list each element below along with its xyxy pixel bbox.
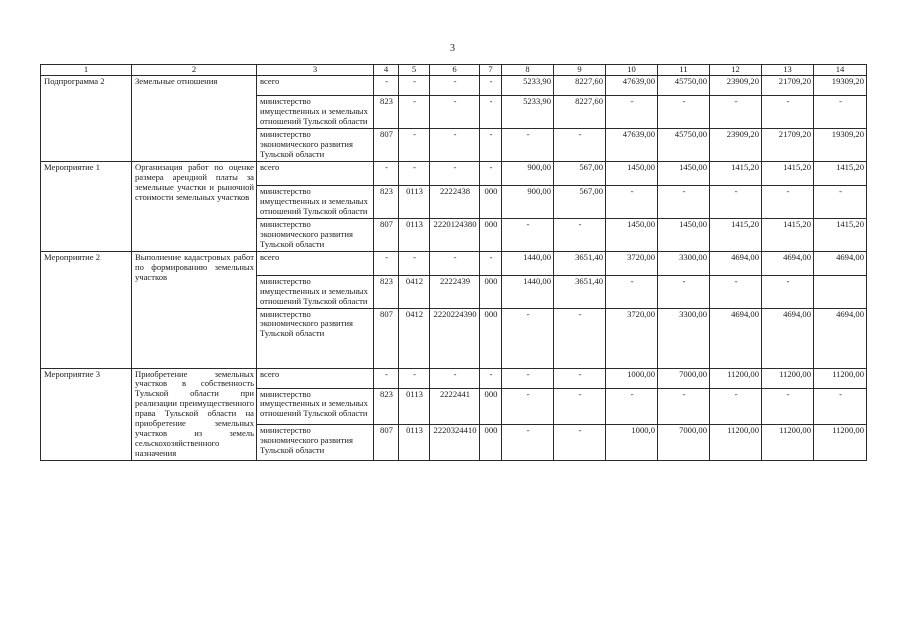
grbs-cell: 823 <box>374 185 399 218</box>
executor-cell: министерство имущественных и земельных отношений Тульской области <box>257 185 374 218</box>
csr-cell: - <box>430 128 480 161</box>
value-cell: 7000,00 <box>658 368 710 388</box>
value-cell: 3300,00 <box>658 251 710 275</box>
value-cell: 3300,00 <box>658 308 710 368</box>
vr-cell: 000 <box>480 308 502 368</box>
value-cell: 47639,00 <box>606 128 658 161</box>
rzpr-cell: - <box>399 75 430 95</box>
value-cell: 19309,20 <box>814 128 867 161</box>
value-cell: 900,00 <box>502 185 554 218</box>
value-cell: 1440,00 <box>502 275 554 308</box>
value-cell: - <box>710 95 762 128</box>
grbs-cell: 823 <box>374 95 399 128</box>
value-cell: 4694,00 <box>710 251 762 275</box>
value-cell: 1450,00 <box>658 161 710 185</box>
value-cell: 23909,20 <box>710 128 762 161</box>
csr-cell: 2220224390 <box>430 308 480 368</box>
value-cell: 1415,20 <box>710 218 762 251</box>
value-cell: 1000,0 <box>606 424 658 460</box>
csr-cell: - <box>430 251 480 275</box>
value-cell: 1450,00 <box>658 218 710 251</box>
value-cell: 7000,00 <box>658 424 710 460</box>
grbs-cell: - <box>374 251 399 275</box>
value-cell: 19309,20 <box>814 75 867 95</box>
value-cell: 900,00 <box>502 161 554 185</box>
column-header: 3 <box>257 65 374 76</box>
value-cell: - <box>814 95 867 128</box>
measure-name: Мероприятие 1 <box>41 161 132 251</box>
value-cell: 4694,00 <box>814 308 867 368</box>
value-cell: 1415,20 <box>762 161 814 185</box>
column-header: 8 <box>502 65 554 76</box>
table-row <box>41 251 867 275</box>
csr-cell: - <box>430 368 480 388</box>
value-cell: - <box>606 185 658 218</box>
value-cell: 567,00 <box>554 185 606 218</box>
program-name: Подпрограмма 2 <box>41 75 132 161</box>
vr-cell: - <box>480 75 502 95</box>
value-cell: - <box>502 218 554 251</box>
value-cell: - <box>502 424 554 460</box>
executor-cell: министерство имущественных и земельных отношений Тульской области <box>257 275 374 308</box>
value-cell: - <box>762 185 814 218</box>
value-cell: 4694,00 <box>762 308 814 368</box>
table-row <box>41 161 867 185</box>
program-description: Земельные отношения <box>132 75 257 161</box>
grbs-cell: - <box>374 161 399 185</box>
executor-cell: министерство экономического развития Тульской области <box>257 308 374 368</box>
measure-name: Мероприятие 2 <box>41 251 132 368</box>
value-cell: 3651,40 <box>554 251 606 275</box>
value-cell: 1415,20 <box>710 161 762 185</box>
column-header: 2 <box>132 65 257 76</box>
executor-cell: всего <box>257 75 374 95</box>
page-number: 3 <box>450 43 455 54</box>
csr-cell: 2222438 <box>430 185 480 218</box>
rzpr-cell: - <box>399 251 430 275</box>
executor-cell: министерство экономического развития Тульской области <box>257 424 374 460</box>
grbs-cell: 807 <box>374 128 399 161</box>
csr-cell: - <box>430 161 480 185</box>
value-cell: 1440,00 <box>502 251 554 275</box>
value-cell: - <box>710 185 762 218</box>
vr-cell: - <box>480 161 502 185</box>
value-cell: - <box>554 424 606 460</box>
vr-cell: 000 <box>480 275 502 308</box>
column-header: 7 <box>480 65 502 76</box>
value-cell: - <box>554 388 606 424</box>
grbs-cell: 807 <box>374 218 399 251</box>
value-cell: 4694,00 <box>762 251 814 275</box>
value-cell: 1415,20 <box>814 218 867 251</box>
value-cell: 1450,00 <box>606 218 658 251</box>
value-cell: 47639,00 <box>606 75 658 95</box>
executor-cell: министерство имущественных и земельных отношений Тульской области <box>257 95 374 128</box>
value-cell: - <box>814 185 867 218</box>
csr-cell: - <box>430 75 480 95</box>
value-cell: 11200,00 <box>710 368 762 388</box>
value-cell: 11200,00 <box>762 368 814 388</box>
column-header: 11 <box>658 65 710 76</box>
value-cell: - <box>710 388 762 424</box>
csr-cell: 2220324410 <box>430 424 480 460</box>
value-cell: 3720,00 <box>606 308 658 368</box>
column-header: 5 <box>399 65 430 76</box>
value-cell: 1450,00 <box>606 161 658 185</box>
rzpr-cell: 0113 <box>399 388 430 424</box>
value-cell: - <box>606 95 658 128</box>
column-number-row <box>41 65 867 76</box>
value-cell: - <box>606 275 658 308</box>
value-cell: 5233,90 <box>502 75 554 95</box>
grbs-cell: 807 <box>374 308 399 368</box>
value-cell: 11200,00 <box>710 424 762 460</box>
vr-cell: 000 <box>480 185 502 218</box>
value-cell: - <box>502 308 554 368</box>
rzpr-cell: - <box>399 95 430 128</box>
value-cell: - <box>606 388 658 424</box>
value-cell: - <box>502 368 554 388</box>
rzpr-cell: 0113 <box>399 218 430 251</box>
table-row <box>41 368 867 388</box>
grbs-cell: - <box>374 368 399 388</box>
value-cell: - <box>710 275 762 308</box>
value-cell: - <box>658 185 710 218</box>
rzpr-cell: - <box>399 128 430 161</box>
value-cell: - <box>658 95 710 128</box>
value-cell: 11200,00 <box>814 424 867 460</box>
vr-cell: 000 <box>480 388 502 424</box>
measure-name: Мероприятие 3 <box>41 368 132 461</box>
executor-cell: всего <box>257 161 374 185</box>
rzpr-cell: - <box>399 368 430 388</box>
value-cell: 567,00 <box>554 161 606 185</box>
grbs-cell: 823 <box>374 388 399 424</box>
value-cell: - <box>762 275 814 308</box>
measure-description: Организация работ по оценке размера арендной платы за земельные участки и рыночной стоимости земельных участков <box>132 161 257 251</box>
value-cell: 45750,00 <box>658 75 710 95</box>
column-header: 10 <box>606 65 658 76</box>
csr-cell: 2222439 <box>430 275 480 308</box>
rzpr-cell: 0412 <box>399 308 430 368</box>
measure-description: Приобретение земельных участков в собственность Тульской области при реализации преимущественного права Тульской области на приобретение земельных участков из земель сельскохозяйственного назначения <box>132 368 257 461</box>
grbs-cell: - <box>374 75 399 95</box>
executor-cell: министерство экономического развития Тульской области <box>257 128 374 161</box>
value-cell: 1000,00 <box>606 368 658 388</box>
rzpr-cell: 0113 <box>399 424 430 460</box>
rzpr-cell: - <box>399 161 430 185</box>
value-cell: 8227,60 <box>554 75 606 95</box>
value-cell: 4694,00 <box>710 308 762 368</box>
column-header: 13 <box>762 65 814 76</box>
measure-description: Выполнение кадастровых работ по формированию земельных участков <box>132 251 257 368</box>
csr-cell: 2222441 <box>430 388 480 424</box>
value-cell: - <box>554 128 606 161</box>
column-header: 12 <box>710 65 762 76</box>
value-cell: 3720,00 <box>606 251 658 275</box>
value-cell: - <box>554 368 606 388</box>
vr-cell: - <box>480 251 502 275</box>
value-cell <box>814 275 867 308</box>
value-cell: 21709,20 <box>762 128 814 161</box>
budget-table <box>40 64 867 461</box>
value-cell: 1415,20 <box>814 161 867 185</box>
vr-cell: 000 <box>480 218 502 251</box>
value-cell: - <box>814 388 867 424</box>
column-header: 9 <box>554 65 606 76</box>
value-cell: 1415,20 <box>762 218 814 251</box>
rzpr-cell: 0113 <box>399 185 430 218</box>
column-header: 4 <box>374 65 399 76</box>
vr-cell: - <box>480 128 502 161</box>
value-cell: 11200,00 <box>762 424 814 460</box>
value-cell: 45750,00 <box>658 128 710 161</box>
csr-cell: 2220124380 <box>430 218 480 251</box>
value-cell: 11200,00 <box>814 368 867 388</box>
grbs-cell: 823 <box>374 275 399 308</box>
executor-cell: всего <box>257 251 374 275</box>
grbs-cell: 807 <box>374 424 399 460</box>
vr-cell: - <box>480 368 502 388</box>
column-header: 14 <box>814 65 867 76</box>
value-cell: 4694,00 <box>814 251 867 275</box>
table-row <box>41 75 867 95</box>
column-header: 1 <box>41 65 132 76</box>
value-cell: - <box>658 388 710 424</box>
value-cell: - <box>554 218 606 251</box>
column-header: 6 <box>430 65 480 76</box>
executor-cell: министерство экономического развития Тульской области <box>257 218 374 251</box>
value-cell: - <box>554 308 606 368</box>
value-cell: - <box>502 128 554 161</box>
rzpr-cell: 0412 <box>399 275 430 308</box>
csr-cell: - <box>430 95 480 128</box>
value-cell: 21709,20 <box>762 75 814 95</box>
executor-cell: всего <box>257 368 374 388</box>
value-cell: 8227,60 <box>554 95 606 128</box>
vr-cell: - <box>480 95 502 128</box>
value-cell: - <box>502 388 554 424</box>
vr-cell: 000 <box>480 424 502 460</box>
value-cell: 23909,20 <box>710 75 762 95</box>
value-cell: 3651,40 <box>554 275 606 308</box>
value-cell: 5233,90 <box>502 95 554 128</box>
value-cell: - <box>762 95 814 128</box>
value-cell: - <box>658 275 710 308</box>
value-cell: - <box>762 388 814 424</box>
executor-cell: министерство имущественных и земельных отношений Тульской области <box>257 388 374 424</box>
